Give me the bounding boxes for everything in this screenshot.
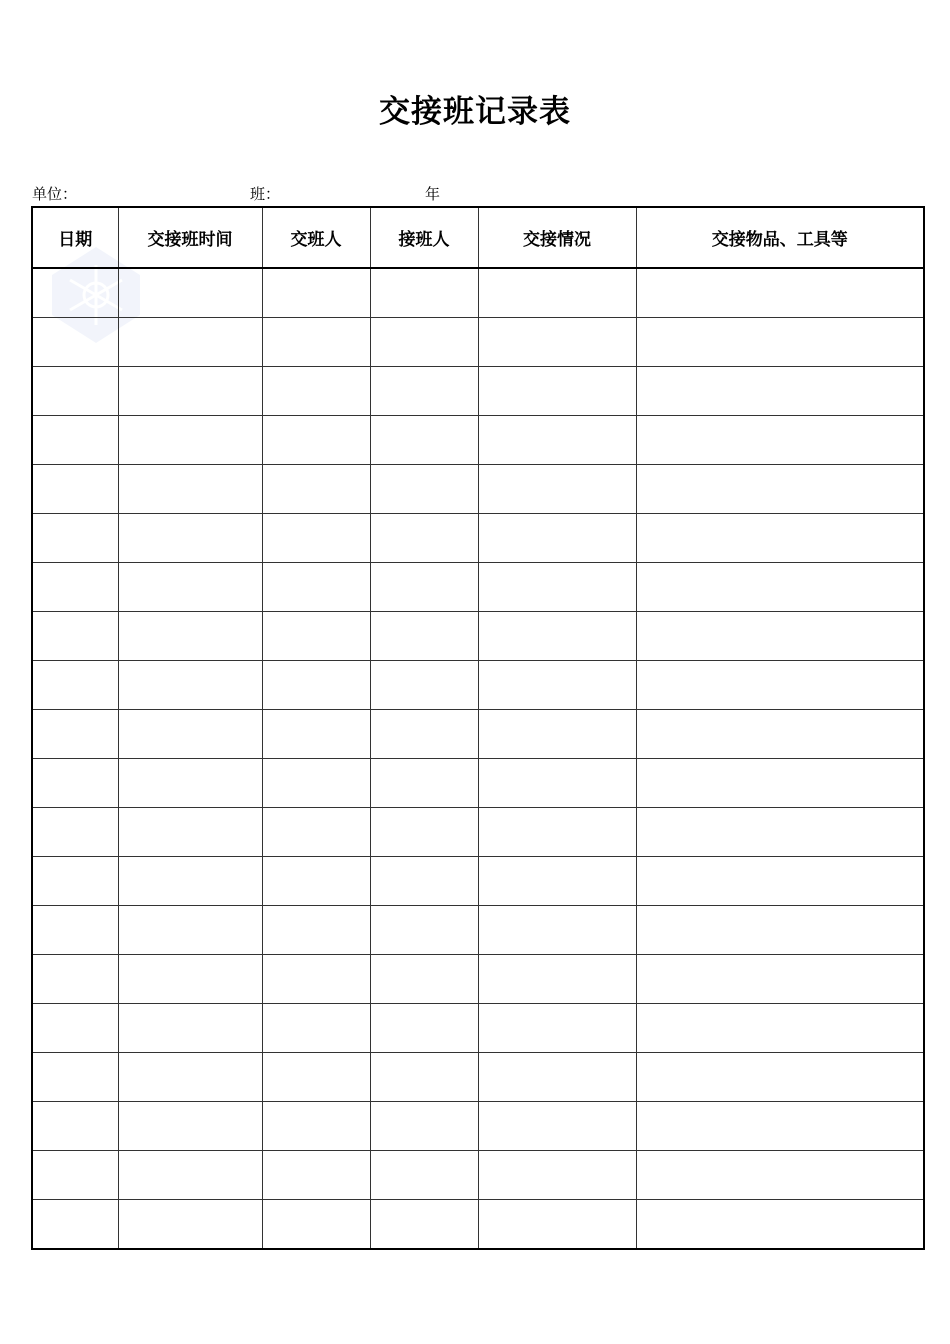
table-cell[interactable] bbox=[370, 906, 478, 955]
table-cell[interactable] bbox=[478, 759, 636, 808]
table-row bbox=[32, 563, 924, 612]
table-cell[interactable] bbox=[262, 1200, 370, 1250]
table-row bbox=[32, 906, 924, 955]
table-cell[interactable] bbox=[262, 268, 370, 318]
table-row bbox=[32, 955, 924, 1004]
table-cell[interactable] bbox=[118, 514, 262, 563]
table-cell[interactable] bbox=[32, 710, 118, 759]
table-cell[interactable] bbox=[262, 955, 370, 1004]
table-cell[interactable] bbox=[370, 1151, 478, 1200]
table-cell[interactable] bbox=[478, 1053, 636, 1102]
table-cell[interactable] bbox=[370, 318, 478, 367]
table-cell[interactable] bbox=[262, 514, 370, 563]
table-cell[interactable] bbox=[118, 1102, 262, 1151]
table-cell[interactable] bbox=[370, 514, 478, 563]
table-row bbox=[32, 612, 924, 661]
table-cell[interactable] bbox=[118, 759, 262, 808]
table-cell[interactable] bbox=[262, 857, 370, 906]
table-cell[interactable] bbox=[636, 1151, 924, 1200]
table-row bbox=[32, 808, 924, 857]
table-cell[interactable] bbox=[262, 465, 370, 514]
table-row bbox=[32, 367, 924, 416]
table-cell[interactable] bbox=[636, 1053, 924, 1102]
table-cell[interactable] bbox=[262, 1004, 370, 1053]
table-cell[interactable] bbox=[478, 955, 636, 1004]
table-cell[interactable] bbox=[370, 416, 478, 465]
table-cell[interactable] bbox=[370, 1053, 478, 1102]
table-cell[interactable] bbox=[262, 1053, 370, 1102]
document-title: 交接班记录表 bbox=[379, 94, 571, 130]
table-cell[interactable] bbox=[262, 318, 370, 367]
table-cell[interactable] bbox=[370, 808, 478, 857]
column-header-items-tools: 交接物品、工具等 bbox=[636, 207, 924, 268]
table-cell[interactable] bbox=[118, 1004, 262, 1053]
table-row bbox=[32, 1053, 924, 1102]
table-row bbox=[32, 514, 924, 563]
shift-label: 班： bbox=[250, 185, 281, 203]
table-cell[interactable] bbox=[478, 416, 636, 465]
table-row bbox=[32, 465, 924, 514]
table-cell[interactable] bbox=[32, 1102, 118, 1151]
table-cell[interactable] bbox=[636, 906, 924, 955]
table-cell[interactable] bbox=[370, 955, 478, 1004]
table-cell[interactable] bbox=[370, 1004, 478, 1053]
table-cell[interactable] bbox=[118, 1053, 262, 1102]
table-cell[interactable] bbox=[118, 808, 262, 857]
table-row bbox=[32, 1200, 924, 1250]
table-cell[interactable] bbox=[32, 1200, 118, 1250]
table-cell[interactable] bbox=[118, 1151, 262, 1200]
table-cell[interactable] bbox=[370, 268, 478, 318]
table-cell[interactable] bbox=[478, 1004, 636, 1053]
table-row bbox=[32, 759, 924, 808]
table-cell[interactable] bbox=[32, 857, 118, 906]
unit-label: 单位： bbox=[32, 185, 78, 203]
table-cell[interactable] bbox=[118, 1200, 262, 1250]
table-row bbox=[32, 318, 924, 367]
table-cell[interactable] bbox=[478, 661, 636, 710]
table-cell[interactable] bbox=[636, 661, 924, 710]
table-cell[interactable] bbox=[262, 661, 370, 710]
table-cell[interactable] bbox=[32, 955, 118, 1004]
table-cell[interactable] bbox=[370, 367, 478, 416]
table-cell[interactable] bbox=[478, 514, 636, 563]
year-label: 年 bbox=[425, 185, 441, 203]
table-cell[interactable] bbox=[478, 1200, 636, 1250]
table-cell[interactable] bbox=[370, 661, 478, 710]
table-cell[interactable] bbox=[636, 416, 924, 465]
table-cell[interactable] bbox=[118, 416, 262, 465]
table-cell[interactable] bbox=[636, 1004, 924, 1053]
table-cell[interactable] bbox=[32, 563, 118, 612]
table-cell[interactable] bbox=[370, 612, 478, 661]
column-header-outgoing-person: 交班人 bbox=[262, 207, 370, 268]
column-header-handover-time: 交接班时间 bbox=[118, 207, 262, 268]
table-row bbox=[32, 1102, 924, 1151]
table-cell[interactable] bbox=[262, 808, 370, 857]
table-cell[interactable] bbox=[478, 563, 636, 612]
table-cell[interactable] bbox=[636, 465, 924, 514]
table-cell[interactable] bbox=[478, 465, 636, 514]
table-cell[interactable] bbox=[32, 661, 118, 710]
table-cell[interactable] bbox=[478, 1102, 636, 1151]
table-cell[interactable] bbox=[118, 906, 262, 955]
table-cell[interactable] bbox=[262, 906, 370, 955]
table-body bbox=[32, 268, 924, 1249]
table-cell[interactable] bbox=[262, 563, 370, 612]
table-cell[interactable] bbox=[262, 1102, 370, 1151]
table-cell[interactable] bbox=[636, 268, 924, 318]
table-row bbox=[32, 710, 924, 759]
table-cell[interactable] bbox=[636, 955, 924, 1004]
table-cell[interactable] bbox=[118, 857, 262, 906]
table-cell[interactable] bbox=[32, 1004, 118, 1053]
table-row bbox=[32, 416, 924, 465]
table-cell[interactable] bbox=[32, 268, 118, 318]
table-cell[interactable] bbox=[370, 465, 478, 514]
table-header-row bbox=[32, 207, 924, 268]
table-cell[interactable] bbox=[636, 563, 924, 612]
table-cell[interactable] bbox=[478, 268, 636, 318]
table-cell[interactable] bbox=[478, 612, 636, 661]
table-cell[interactable] bbox=[478, 710, 636, 759]
table-cell[interactable] bbox=[636, 1200, 924, 1250]
table-cell[interactable] bbox=[32, 906, 118, 955]
table-cell[interactable] bbox=[370, 857, 478, 906]
table-cell[interactable] bbox=[32, 514, 118, 563]
table-cell[interactable] bbox=[32, 318, 118, 367]
table-cell[interactable] bbox=[478, 906, 636, 955]
handover-log-table bbox=[31, 206, 925, 1250]
table-cell[interactable] bbox=[370, 563, 478, 612]
table-cell[interactable] bbox=[478, 367, 636, 416]
table-cell[interactable] bbox=[32, 416, 118, 465]
table-cell[interactable] bbox=[636, 367, 924, 416]
table-cell[interactable] bbox=[370, 1102, 478, 1151]
table-cell[interactable] bbox=[262, 759, 370, 808]
table-cell[interactable] bbox=[118, 318, 262, 367]
table-cell[interactable] bbox=[262, 710, 370, 759]
table-cell[interactable] bbox=[636, 857, 924, 906]
table-cell[interactable] bbox=[32, 367, 118, 416]
table-row bbox=[32, 1004, 924, 1053]
table-cell[interactable] bbox=[478, 318, 636, 367]
table-cell[interactable] bbox=[636, 1102, 924, 1151]
table-cell[interactable] bbox=[118, 563, 262, 612]
column-header-date: 日期 bbox=[32, 207, 118, 268]
table-cell[interactable] bbox=[636, 318, 924, 367]
table-row bbox=[32, 1151, 924, 1200]
table-cell[interactable] bbox=[262, 367, 370, 416]
table-cell[interactable] bbox=[262, 1151, 370, 1200]
table-cell[interactable] bbox=[478, 857, 636, 906]
table-cell[interactable] bbox=[636, 808, 924, 857]
table-row bbox=[32, 857, 924, 906]
table-cell[interactable] bbox=[118, 955, 262, 1004]
table-cell[interactable] bbox=[262, 612, 370, 661]
table-cell[interactable] bbox=[370, 710, 478, 759]
column-header-handover-status: 交接情况 bbox=[478, 207, 636, 268]
table-cell[interactable] bbox=[636, 612, 924, 661]
table-cell[interactable] bbox=[636, 710, 924, 759]
table-cell[interactable] bbox=[118, 367, 262, 416]
table-cell[interactable] bbox=[636, 514, 924, 563]
table-cell[interactable] bbox=[636, 759, 924, 808]
table-cell[interactable] bbox=[118, 612, 262, 661]
table-cell[interactable] bbox=[478, 1151, 636, 1200]
table-row bbox=[32, 268, 924, 318]
table-cell[interactable] bbox=[370, 759, 478, 808]
table-cell[interactable] bbox=[32, 1053, 118, 1102]
column-header-incoming-person: 接班人 bbox=[370, 207, 478, 268]
table-cell[interactable] bbox=[32, 808, 118, 857]
table-cell[interactable] bbox=[370, 1200, 478, 1250]
table-cell[interactable] bbox=[32, 1151, 118, 1200]
table-cell[interactable] bbox=[118, 710, 262, 759]
table-row bbox=[32, 661, 924, 710]
table-cell[interactable] bbox=[478, 808, 636, 857]
table-cell[interactable] bbox=[32, 759, 118, 808]
table-cell[interactable] bbox=[32, 465, 118, 514]
table-cell[interactable] bbox=[262, 416, 370, 465]
table-cell[interactable] bbox=[32, 612, 118, 661]
table-cell[interactable] bbox=[118, 661, 262, 710]
table-cell[interactable] bbox=[118, 465, 262, 514]
table-cell[interactable] bbox=[118, 268, 262, 318]
